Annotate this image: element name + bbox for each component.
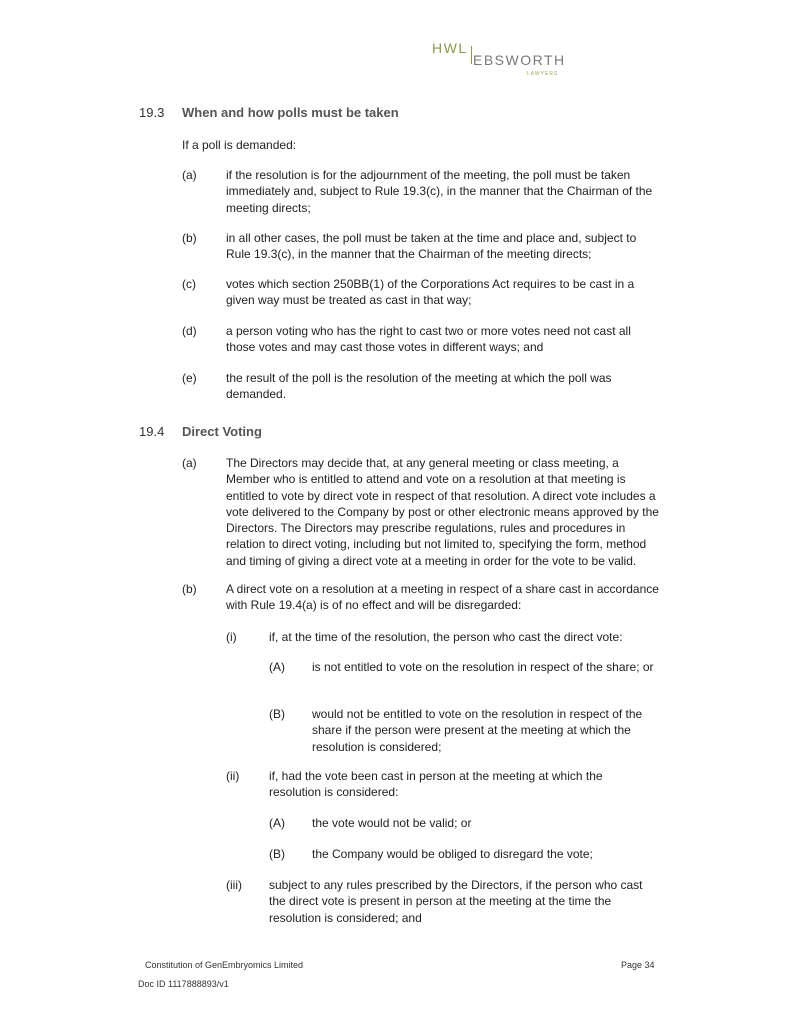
- clause-text: in all other cases, the poll must be taken at the time and place and, subject to Rule 19.3(c), in the manner that the Chairman of the meeting directs;: [226, 231, 637, 262]
- clause-label: (c): [182, 277, 196, 291]
- clause-label: (iii): [226, 878, 242, 892]
- footer-page-number: Page 34: [621, 960, 655, 970]
- subclause-ii: [226, 768, 662, 802]
- logo-ebsworth-text: EBSWORTH: [473, 52, 566, 68]
- clause-19-3-d: [182, 323, 662, 357]
- subclause-ii-B: [269, 846, 662, 864]
- section-number: 19.3: [139, 105, 165, 120]
- clause-label: (a): [182, 456, 197, 470]
- clause-19-3-a: [182, 167, 662, 217]
- clause-19-3-e: [182, 370, 662, 404]
- intro-text: If a poll is demanded:: [182, 138, 297, 152]
- clause-label: (B): [269, 707, 285, 721]
- clause-text: if, at the time of the resolution, the person who cast the direct vote:: [269, 630, 623, 644]
- clause-text: if, had the vote been cast in person at the meeting at which the resolution is considered:: [269, 769, 603, 800]
- clause-label: (d): [182, 324, 197, 338]
- footer-document-title: Constitution of GenEmbryomics Limited: [145, 960, 304, 970]
- clause-text: A direct vote on a resolution at a meeting in respect of a share cast in accordance with Rule 19.4(a) is of no effect and will be disregarded:: [226, 582, 659, 613]
- clause-label: (b): [182, 231, 197, 245]
- subclause-ii-A: [269, 815, 662, 833]
- clause-text: the vote would not be valid; or: [312, 816, 472, 830]
- clause-label: (e): [182, 371, 197, 385]
- clause-text: the result of the poll is the resolution of the meeting at which the poll was demanded.: [226, 371, 612, 402]
- clause-label: (i): [226, 630, 237, 644]
- section-title: Direct Voting: [182, 424, 262, 439]
- footer-doc-id: Doc ID 1117888893/v1: [138, 979, 229, 989]
- subclause-i-B: [269, 706, 662, 756]
- section-title: When and how polls must be taken: [182, 105, 399, 120]
- logo-divider: [471, 46, 472, 64]
- clause-text: subject to any rules prescribed by the Directors, if the person who cast the direct vote is present in person at the meeting at the time the resolution is considered; and: [269, 878, 643, 925]
- clause-label: (B): [269, 847, 285, 861]
- clause-text: a person voting who has the right to cast two or more votes need not cast all those votes and may cast those votes in different ways; and: [226, 324, 631, 355]
- section-number: 19.4: [139, 424, 165, 439]
- clause-label: (a): [182, 168, 197, 182]
- intro-paragraph: [182, 137, 662, 153]
- logo-hwl-text: HWL: [432, 40, 468, 56]
- subclause-i: [226, 629, 662, 647]
- clause-19-4-a: [182, 455, 662, 571]
- clause-text: the Company would be obliged to disregard the vote;: [312, 847, 593, 861]
- subclause-iii: [226, 877, 662, 927]
- logo-lawyers-text: LAWYERS: [527, 71, 559, 77]
- clause-text: if the resolution is for the adjournment of the meeting, the poll must be taken immediately and, subject to Rule 19.3(c), in the manner that the Chairman of the meeting directs;: [226, 168, 653, 215]
- subclause-i-A: [269, 659, 662, 693]
- clause-19-4-b: [182, 581, 662, 615]
- clause-label: (A): [269, 816, 285, 830]
- firm-logo: [432, 40, 566, 80]
- clause-19-3-c: [182, 276, 662, 310]
- clause-text: would not be entitled to vote on the resolution in respect of the share if the person were present at the meeting at which the resolution is considered;: [312, 707, 643, 754]
- clause-19-3-b: [182, 230, 662, 264]
- clause-text: The Directors may decide that, at any general meeting or class meeting, a Member who is entitled to attend and vote on a resolution at that meeting is entitled to vote by direct vote in respect of that resolution. A direct vote includes a vote delivered to the Company by post or other electronic means approved by the Directors. The Directors may prescribe regulations, rules and procedures in relation to direct voting, including but not limited to, specifying the form, method and timing of giving a direct vote at a meeting in order for the vote to be valid.: [226, 456, 659, 568]
- clause-label: (A): [269, 660, 285, 674]
- clause-label: (ii): [226, 769, 240, 783]
- section-heading-19-3: [139, 105, 539, 123]
- section-heading-19-4: [139, 424, 539, 442]
- clause-text: is not entitled to vote on the resolution in respect of the share; or: [312, 660, 654, 674]
- clause-text: votes which section 250BB(1) of the Corporations Act requires to be cast in a given way must be treated as cast in that way;: [226, 277, 635, 308]
- clause-label: (b): [182, 582, 197, 596]
